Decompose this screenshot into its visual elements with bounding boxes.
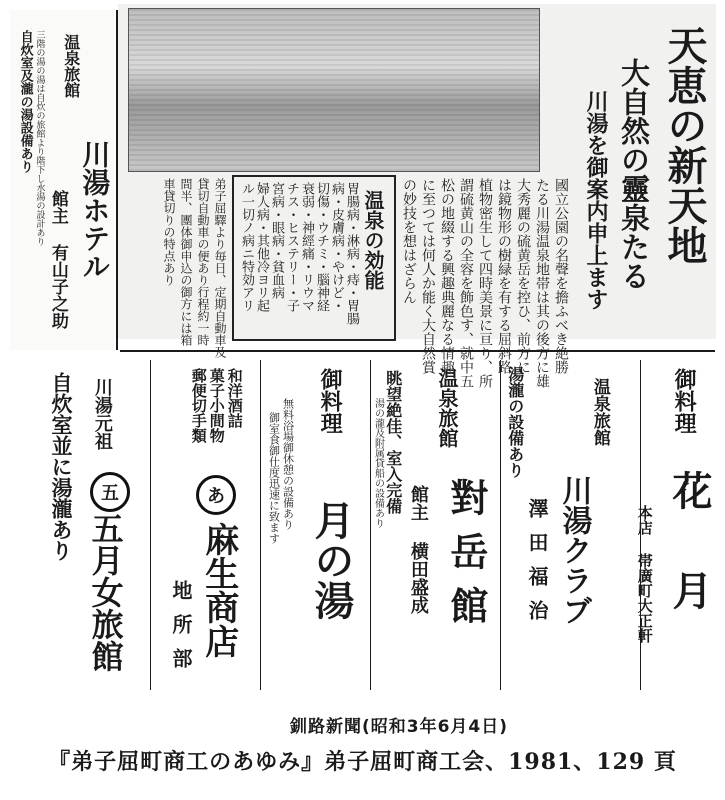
left-category: 温泉旅館: [61, 34, 81, 98]
ad-tsukinoyu-note: 無料浴場御休憩の設備あり: [281, 398, 295, 530]
ad-tsukinoyu-note2: 御室食御仕度迅速に致ます: [267, 412, 281, 544]
ad-club-note: 湯瀧の設備あり: [505, 366, 525, 478]
ad-hanazuki-label: 御料理: [671, 368, 698, 434]
saotome-mark-icon: 五: [90, 472, 130, 512]
ad-aso-label2: 菓子小間物: [207, 368, 226, 443]
body-line: は鏡物形の樹緑を有する屈斜路: [496, 178, 512, 374]
landscape-photo: [128, 8, 540, 172]
left-note-1: 自炊室及瀧の湯設備あり: [17, 30, 33, 173]
ad-club-label: 温泉旅館: [589, 378, 610, 446]
intro: 川湯を御案内申上ます: [583, 90, 609, 310]
figure-caption: 『弟子屈町商工のあゆみ』弟子屈町商工会、1981、129 頁: [48, 749, 677, 775]
divider-2: [500, 360, 501, 690]
ad-club-owner: 澤田福治: [525, 498, 549, 634]
body-line: の妙技を想はざらん: [401, 178, 417, 304]
ad-aso-name: 麻生商店: [198, 522, 239, 658]
ad-taigaku-name: 對岳館: [443, 478, 489, 640]
ad-saotome-note: 自炊室並に湯瀧あり: [49, 372, 75, 561]
body-line: 謂硫黄山の全容を飾色す、就中五: [458, 178, 474, 388]
efficacy-line: 切傷・ウチミ・腦神経: [314, 182, 329, 312]
transport-line: 車貸切りの特点あり: [162, 178, 176, 286]
body-line: 松の地綴する興趣典麗なる情趣: [439, 178, 455, 374]
body-line: たる川湯温泉地帯は其の後方に雄: [534, 178, 550, 388]
ad-aso-label3: 郵便切手類: [189, 368, 208, 443]
aso-mark-icon: あ: [196, 475, 236, 515]
efficacy-line: 胃腸病・淋病・痔・胃腸: [344, 182, 359, 325]
left-name: 川湯ホテル: [78, 140, 112, 280]
ad-taigaku-note2: 湯の瀧及附属貸船の設備あり: [372, 398, 384, 528]
transport-line: 貸切自動車の便あり行程約一時: [196, 178, 210, 346]
transport-text: [126, 178, 227, 358]
body-line: 國立公園の名聲を擔ふべき絶勝: [553, 178, 569, 374]
divider-5: [150, 360, 151, 690]
ad-aso-note: 地所部: [169, 580, 193, 682]
left-note-2: 三階の湯の湯は自炊の旅館より階下し水湯の設計あり: [34, 30, 45, 246]
body-text: [400, 178, 569, 388]
ad-saotome-name: 五月女旅館: [86, 512, 125, 672]
divider-top: [120, 350, 715, 352]
efficacy-line: チス・ヒステリー・子: [284, 182, 299, 312]
ad-hanazuki-note: 本店 帯廣町大正軒: [635, 505, 654, 643]
ad-aso-label: 和洋酒詰: [225, 368, 244, 428]
efficacy-line: 婦人病・其他冷ヨリ起: [254, 182, 269, 312]
transport-line: 弟子屈驛より毎日、定期自動車及: [213, 178, 227, 358]
body-line: に至つては何人か能く大自然賞: [420, 178, 436, 374]
body-line: 植物密生して四時美景に亘り、所: [477, 178, 493, 388]
divider-left: [116, 10, 118, 350]
efficacy-line: 衰弱・神經痛・リウマ: [299, 182, 314, 312]
ad-taigaku-owner: 館主 横田盛成: [407, 485, 429, 614]
efficacy-text: [236, 182, 358, 332]
subhead: 大自然の靈泉たる: [617, 58, 651, 290]
ad-taigaku-note: 眺望絶佳、室入完備: [383, 370, 403, 514]
body-line: 大秀麗の硫黄岳を控ひ、前方に: [515, 178, 531, 374]
divider-3: [370, 360, 371, 690]
ad-hanazuki-name: 花月: [666, 470, 713, 670]
ad-saotome-label: 川湯元祖: [91, 378, 113, 450]
headline: 天恵の新天地: [661, 25, 708, 265]
ad-club-name: 川湯クラブ: [556, 475, 592, 625]
left-owner: 館主 有山子之助: [47, 190, 68, 329]
ad-tsukinoyu-name: 月の湯: [308, 500, 355, 620]
efficacy-line: 病・皮膚病・やけど・: [329, 182, 344, 312]
newspaper-source: 釧路新聞(昭和3年6月4日): [290, 717, 509, 737]
efficacy-line: 宮病・眼病・貧血病: [269, 182, 284, 299]
efficacy-line: ル一切ノ病ニ特効アリ: [239, 182, 254, 312]
divider-4: [260, 360, 261, 690]
ad-tsukinoyu-label: 御料理: [317, 368, 344, 434]
ad-taigaku-label: 温泉旅館: [435, 368, 459, 448]
efficacy-title: 温泉の効能: [361, 190, 385, 290]
transport-line: 間半、團体御申込の御方には箱: [179, 178, 193, 346]
